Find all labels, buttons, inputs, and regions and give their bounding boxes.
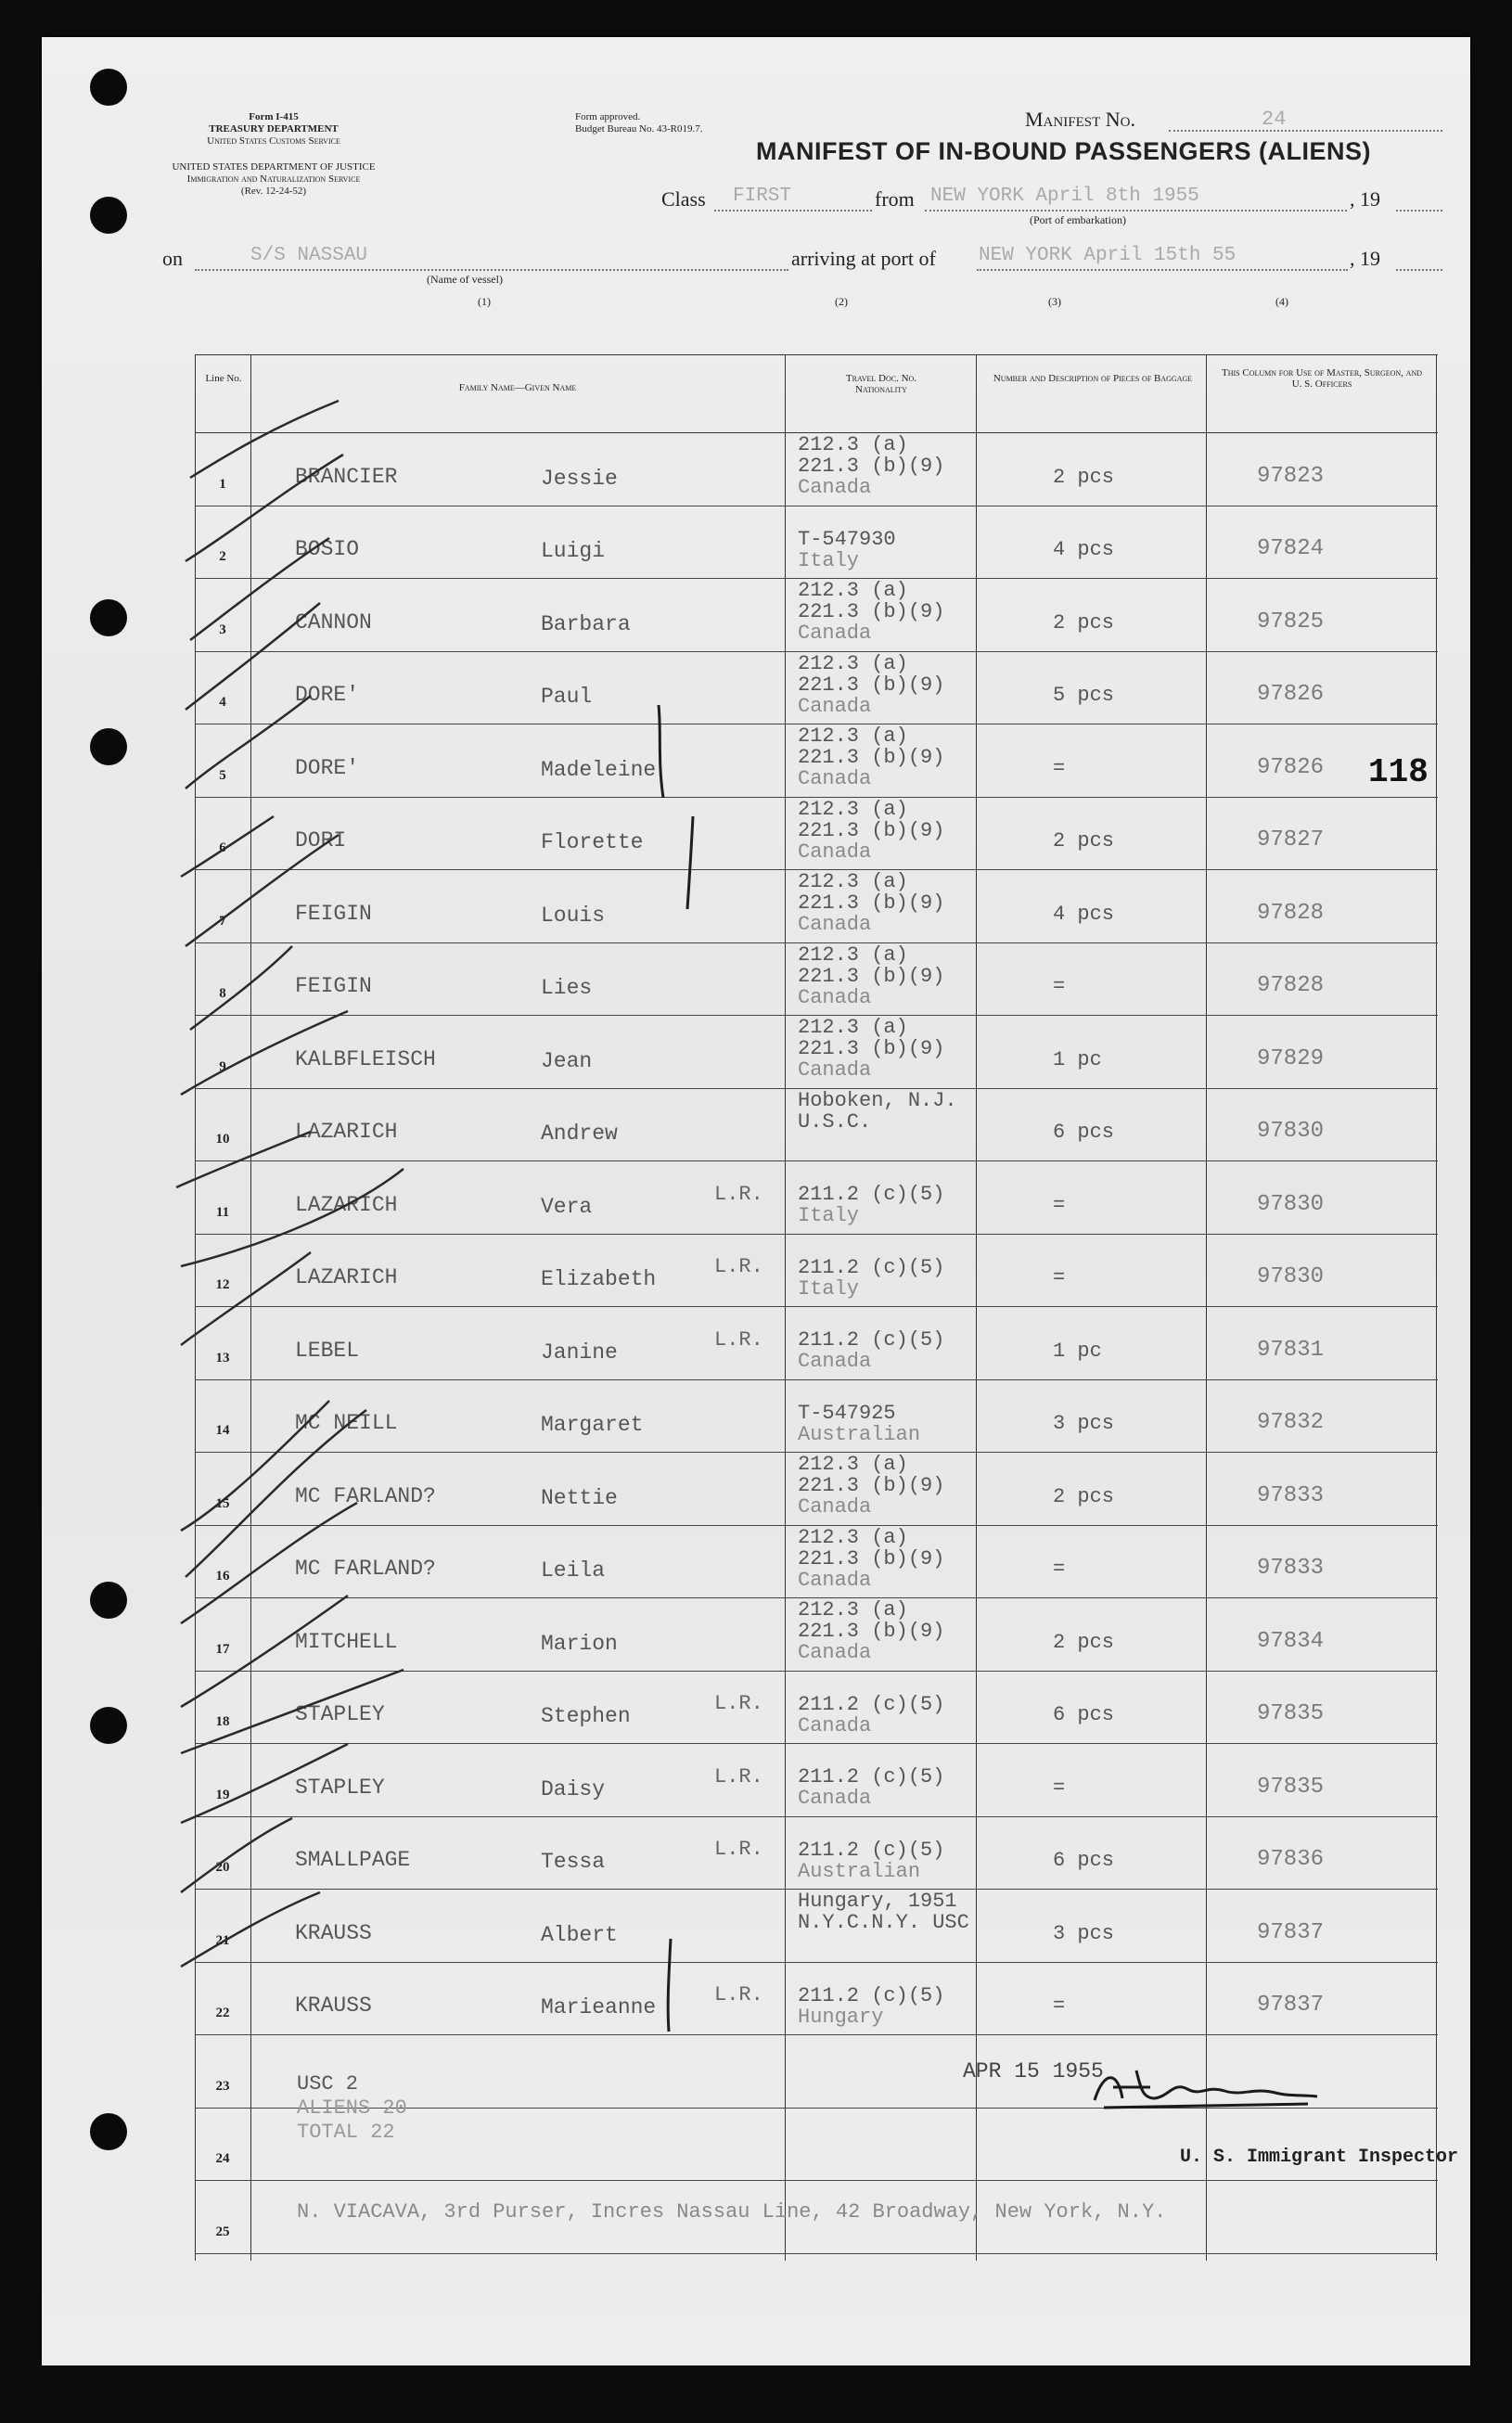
family-name: MC FARLAND? — [295, 1483, 436, 1508]
column-number-2: (2) — [835, 295, 848, 308]
travel-doc-line: Canada — [798, 1058, 872, 1082]
arriving-label: arriving at port of — [791, 247, 936, 270]
travel-doc-line — [798, 1381, 920, 1403]
line-number: 24 — [215, 2151, 230, 2166]
travel-doc-cell — [798, 507, 896, 571]
travel-doc-line: Canada — [798, 1495, 872, 1519]
arriving-value: NEW YORK April 15th 55 — [979, 245, 1237, 266]
travel-doc-line: 211.2 (c)(5) — [798, 1328, 945, 1352]
form-header-left — [153, 111, 394, 147]
given-name: Marion — [541, 1631, 618, 1656]
travel-doc-cell — [798, 1673, 944, 1737]
family-name: STAPLEY — [295, 1702, 385, 1726]
family-name: DORE' — [295, 683, 360, 707]
travel-doc-cell — [798, 1964, 944, 2028]
baggage-count: = — [1053, 975, 1066, 998]
col-header-baggage: Number and Description of Pieces of Baggage — [993, 373, 1193, 384]
manifest-number-label: Manifest No. — [1025, 108, 1135, 131]
travel-doc-cell — [798, 871, 944, 935]
travel-doc-cell — [798, 1599, 944, 1663]
travel-doc-line: 221.3 (b)(9) — [798, 1620, 945, 1643]
binder-hole — [90, 2113, 127, 2150]
travel-doc-line: Canada — [798, 840, 872, 864]
justice-dept: UNITED STATES DEPARTMENT OF JUSTICE — [172, 161, 376, 173]
travel-doc-line: Australian — [798, 1859, 921, 1883]
family-name: MC NEILL — [295, 1411, 398, 1435]
travel-doc-cell — [798, 580, 944, 644]
officer-number: 97834 — [1257, 1628, 1325, 1654]
officer-number: 97825 — [1257, 609, 1325, 635]
travel-doc-cell — [798, 1745, 944, 1809]
vessel-line — [195, 269, 788, 271]
travel-doc-line — [798, 1745, 944, 1766]
officer-number: 97830 — [1257, 1191, 1325, 1217]
officer-number: 97836 — [1257, 1847, 1325, 1872]
baggage-count: = — [1053, 756, 1066, 780]
officer-number: 97832 — [1257, 1410, 1325, 1435]
travel-doc-line: 212.3 (a) — [798, 870, 908, 893]
line-number: 3 — [219, 622, 226, 637]
family-name: FEIGIN — [295, 974, 372, 998]
travel-doc-line: 221.3 (b)(9) — [798, 455, 945, 478]
on-label: on — [162, 247, 183, 270]
class-line — [714, 210, 872, 212]
travel-doc-line: Canada — [798, 1350, 872, 1373]
family-name: LEBEL — [295, 1338, 360, 1363]
family-name: SMALLPAGE — [295, 1848, 411, 1872]
travel-doc-line: 211.2 (c)(5) — [798, 1255, 945, 1279]
officer-number: 97826 — [1257, 754, 1325, 780]
line-number: 14 — [215, 1423, 230, 1438]
travel-doc-line: 212.3 (a) — [798, 942, 908, 967]
travel-doc-cell — [798, 725, 944, 789]
given-name: Vera — [541, 1194, 593, 1219]
given-name: Barbara — [541, 611, 631, 636]
travel-doc-line: Canada — [798, 476, 872, 499]
travel-doc-line: U.S.C. — [798, 1109, 872, 1134]
officer-number: 97830 — [1257, 1119, 1325, 1144]
travel-doc-line: Canada — [798, 913, 872, 936]
travel-doc-cell — [798, 653, 944, 717]
line-number: 6 — [219, 840, 226, 855]
travel-doc-line: T-547930 — [798, 527, 896, 551]
baggage-count: 6 pcs — [1053, 1121, 1115, 1144]
form-header-justice — [135, 161, 413, 198]
form-id: Form I-415 — [249, 111, 299, 122]
family-name: KRAUSS — [295, 1994, 372, 2018]
travel-doc-line: 211.2 (c)(5) — [798, 1983, 945, 2007]
family-name: KALBFLEISCH — [295, 1046, 436, 1071]
family-name: FEIGIN — [295, 901, 372, 926]
given-name: Andrew — [541, 1122, 618, 1146]
travel-doc-line — [798, 1162, 944, 1184]
line-number: 16 — [215, 1569, 230, 1583]
line-number: 11 — [215, 1204, 230, 1220]
line-number: 7 — [219, 913, 226, 929]
binder-hole — [90, 728, 127, 765]
baggage-count: 4 pcs — [1053, 538, 1115, 561]
officer-number: 97826 — [1257, 682, 1325, 707]
travel-doc-line: 212.3 (a) — [798, 1016, 908, 1039]
line-number: 1 — [219, 476, 226, 492]
travel-doc-line: 221.3 (b)(9) — [798, 818, 945, 842]
officer-number: 97837 — [1257, 1993, 1325, 2018]
class-label: Class — [661, 187, 706, 211]
travel-doc-line — [798, 1673, 944, 1694]
from-value: NEW YORK April 8th 1955 — [930, 186, 1199, 207]
col-header-officers: This Column for Use of Master, Surgeon, and U. S. Officers — [1222, 367, 1422, 390]
travel-doc-line — [798, 1236, 944, 1257]
row-divider — [195, 2253, 1438, 2254]
lr-note: L.R. — [714, 1838, 763, 1861]
family-name: DORE' — [295, 755, 360, 780]
arriving-year-label: , 19 — [1350, 247, 1380, 270]
given-name: Jean — [541, 1048, 593, 1073]
travel-doc-line: 221.3 (b)(9) — [798, 746, 945, 769]
column-number-1: (1) — [478, 295, 491, 308]
baggage-count: 4 pcs — [1053, 902, 1115, 926]
column-number-3: (3) — [1048, 295, 1061, 308]
travel-doc-line: Hoboken, N.J. — [798, 1088, 957, 1112]
summary-usc: USC 2 — [297, 2072, 359, 2096]
inspector-title: U. S. Immigrant Inspector — [1180, 2147, 1459, 2168]
travel-doc-cell — [798, 1308, 944, 1372]
travel-doc-line: 221.3 (b)(9) — [798, 600, 945, 623]
form-approval — [575, 111, 702, 135]
treasury-dept: TREASURY DEPARTMENT — [209, 123, 339, 135]
travel-doc-line: Italy — [798, 548, 860, 572]
given-name: Nettie — [541, 1485, 618, 1510]
travel-doc-line — [798, 1818, 944, 1840]
manifest-number-line — [1169, 130, 1442, 132]
officer-number: 97827 — [1257, 827, 1325, 853]
travel-doc-line: 212.3 (a) — [798, 797, 908, 821]
travel-doc-line: Hungary — [798, 2005, 884, 2029]
ins-service: Immigration and Naturalization Service — [186, 173, 361, 185]
line-number: 18 — [215, 1714, 230, 1729]
line-number: 22 — [215, 2006, 230, 2020]
line-number: 13 — [215, 1350, 230, 1365]
officer-number: 97824 — [1257, 536, 1325, 561]
travel-doc-line: 212.3 (a) — [798, 433, 908, 456]
baggage-count: 2 pcs — [1053, 1630, 1115, 1654]
travel-doc-line: Italy — [798, 1276, 860, 1301]
travel-doc-line: 211.2 (c)(5) — [798, 1183, 945, 1206]
family-name: BOSIO — [295, 537, 360, 561]
given-name: Florette — [541, 830, 644, 854]
col-header-travel: Travel Doc. No. Nationality — [845, 373, 917, 395]
officer-number: 97835 — [1257, 1701, 1325, 1726]
given-name: Daisy — [541, 1776, 606, 1801]
family-name: BRANCIER — [295, 464, 398, 489]
given-name: Elizabeth — [541, 1267, 657, 1291]
travel-doc-line: Italy — [798, 1204, 860, 1227]
travel-doc-line: 212.3 (a) — [798, 724, 908, 748]
travel-doc-line: 211.2 (c)(5) — [798, 1838, 945, 1862]
travel-doc-cell — [798, 1454, 944, 1518]
family-name: LAZARICH — [295, 1192, 398, 1217]
binder-hole — [90, 197, 127, 234]
family-name: LAZARICH — [295, 1265, 398, 1289]
travel-doc-line — [798, 1308, 944, 1329]
given-name: Tessa — [541, 1850, 606, 1874]
travel-doc-cell — [798, 1017, 944, 1081]
baggage-count: = — [1053, 1266, 1066, 1289]
officer-number: 97837 — [1257, 1919, 1325, 1945]
col-header-name: Family Name—Given Name — [458, 382, 577, 393]
form-approved: Form approved. — [575, 111, 641, 122]
line-number: 4 — [219, 695, 226, 710]
baggage-count: 3 pcs — [1053, 1412, 1115, 1435]
travel-doc-line: Canada — [798, 694, 872, 718]
year-line — [1396, 210, 1442, 212]
travel-doc-line: 221.3 (b)(9) — [798, 891, 945, 915]
line-number: 17 — [215, 1641, 230, 1657]
line-number: 8 — [219, 986, 226, 1001]
arriving-line — [977, 269, 1348, 271]
given-name: Marieanne — [541, 1995, 657, 2019]
given-name: Paul — [541, 685, 593, 709]
baggage-count: = — [1053, 1193, 1066, 1217]
baggage-count: 5 pcs — [1053, 684, 1115, 707]
family-name: MC FARLAND? — [295, 1557, 436, 1581]
baggage-count: 1 pc — [1053, 1339, 1102, 1363]
travel-doc-line — [798, 1964, 944, 1985]
given-name: Madeleine — [541, 757, 657, 782]
vessel-caption: (Name of vessel) — [427, 273, 503, 286]
officer-number: 97830 — [1257, 1264, 1325, 1289]
baggage-count: 1 pc — [1053, 1047, 1102, 1071]
travel-doc-line: Hungary, 1951 — [798, 1890, 957, 1913]
page-title: MANIFEST OF IN-BOUND PASSENGERS (ALIENS) — [756, 137, 1372, 165]
officer-number: 97833 — [1257, 1482, 1325, 1508]
customs-service: United States Customs Service — [207, 135, 340, 147]
family-name: STAPLEY — [295, 1775, 385, 1800]
given-name: Stephen — [541, 1704, 631, 1728]
travel-doc-line: 211.2 (c)(5) — [798, 1765, 945, 1788]
baggage-count: 2 pcs — [1053, 1484, 1115, 1508]
travel-doc-cell — [798, 799, 944, 863]
travel-doc-line: 221.3 (b)(9) — [798, 673, 945, 697]
lr-note: L.R. — [714, 1327, 763, 1352]
manifest-number-value: 24 — [1262, 108, 1287, 131]
given-name: Leila — [541, 1558, 606, 1583]
travel-doc-cell — [798, 1090, 957, 1154]
travel-doc-line: 212.3 (a) — [798, 579, 908, 602]
travel-doc-line: 221.3 (b)(9) — [798, 1037, 945, 1060]
travel-doc-cell — [798, 1527, 944, 1591]
given-name: Janine — [541, 1340, 618, 1365]
summary-aliens: ALIENS 20 — [297, 2096, 407, 2120]
travel-doc-line: Canada — [798, 1713, 872, 1737]
binder-hole — [90, 69, 127, 106]
binder-hole — [90, 1707, 127, 1744]
travel-doc-line: 212.3 (a) — [798, 651, 908, 675]
travel-doc-line: 212.3 (a) — [798, 1598, 908, 1622]
check-marks — [125, 390, 459, 2059]
lr-note: L.R. — [714, 1764, 763, 1788]
manifest-page — [42, 37, 1470, 2365]
travel-doc-line: Canada — [798, 1787, 872, 1810]
lr-note: L.R. — [714, 1255, 763, 1278]
travel-doc-cell — [798, 1818, 944, 1882]
vessel-value: S/S NASSAU — [250, 245, 368, 266]
given-name: Louis — [541, 903, 606, 928]
travel-doc-cell — [798, 1381, 920, 1445]
travel-doc-line — [798, 507, 896, 529]
year-label: , 19 — [1350, 187, 1380, 211]
travel-doc-cell — [798, 1236, 944, 1300]
travel-doc-line: N.Y.C.N.Y. USC — [798, 1911, 969, 1934]
travel-doc-line: Canada — [798, 767, 872, 790]
officer-number: 97823 — [1257, 463, 1325, 489]
travel-doc-line — [798, 1933, 969, 1955]
baggage-count: = — [1053, 1776, 1066, 1800]
line-number: 23 — [215, 2078, 230, 2094]
officer-number: 97835 — [1257, 1774, 1325, 1800]
travel-doc-cell — [798, 944, 944, 1008]
family-name: CANNON — [295, 609, 372, 635]
purser-line: N. VIACAVA, 3rd Purser, Incres Nassau Line, 42 Broadway, New York, N.Y. — [297, 2200, 1167, 2224]
travel-doc-line: 212.3 (a) — [798, 1453, 908, 1476]
from-line — [925, 210, 1347, 212]
line-number: 9 — [219, 1058, 226, 1074]
given-name: Albert — [541, 1922, 618, 1947]
travel-doc-cell — [798, 1891, 969, 1955]
col-header-line: Line No. — [205, 373, 242, 384]
line-number: 19 — [215, 1787, 230, 1802]
given-name: Lies — [541, 976, 593, 1000]
line-number: 5 — [219, 767, 226, 783]
travel-doc-line — [798, 1133, 957, 1154]
arrival-date-stamp: APR 15 1955 — [963, 2059, 1104, 2083]
travel-doc-line: 212.3 (a) — [798, 1525, 908, 1549]
officer-number: 97828 — [1257, 973, 1325, 998]
side-page-number: 118 — [1368, 753, 1429, 791]
travel-doc-line: Canada — [798, 622, 872, 645]
travel-doc-line: 221.3 (b)(9) — [798, 964, 945, 988]
travel-doc-line: 211.2 (c)(5) — [798, 1692, 945, 1716]
baggage-count: 6 pcs — [1053, 1703, 1115, 1726]
travel-doc-cell — [798, 434, 944, 498]
baggage-count: = — [1053, 1558, 1066, 1581]
travel-doc-line: Australian — [798, 1422, 921, 1446]
tally-marks — [645, 640, 719, 2032]
officer-number: 97831 — [1257, 1337, 1325, 1363]
binder-hole — [90, 1582, 127, 1619]
baggage-count: 6 pcs — [1053, 1849, 1115, 1872]
lr-note: L.R. — [714, 1692, 763, 1715]
summary-total: TOTAL 22 — [297, 2121, 395, 2144]
baggage-count: 3 pcs — [1053, 1921, 1115, 1945]
table-top-border — [195, 354, 1438, 355]
baggage-count: = — [1053, 1994, 1066, 2018]
travel-doc-line: Canada — [798, 985, 872, 1009]
form-revision: (Rev. 12-24-52) — [240, 186, 307, 197]
arriving-year-line — [1396, 269, 1442, 271]
column-number-4: (4) — [1275, 295, 1288, 308]
port-embarkation-caption: (Port of embarkation) — [1030, 213, 1126, 226]
travel-doc-line: 221.3 (b)(9) — [798, 1546, 945, 1570]
inspector-signature — [1085, 2061, 1326, 2117]
line-number: 20 — [215, 1860, 230, 1875]
given-name: Luigi — [541, 539, 606, 563]
travel-doc-line: Canada — [798, 1568, 872, 1592]
binder-hole — [90, 599, 127, 636]
family-name: DORI — [295, 828, 347, 853]
travel-doc-line: Canada — [798, 1641, 872, 1664]
officer-number: 97829 — [1257, 1045, 1325, 1071]
lr-note: L.R. — [714, 1983, 763, 2006]
line-number: 10 — [215, 1132, 230, 1147]
line-number: 25 — [215, 2224, 230, 2239]
budget-bureau: Budget Bureau No. 43-R019.7. — [575, 123, 703, 135]
baggage-count: 2 pcs — [1053, 610, 1115, 635]
travel-doc-line: 221.3 (b)(9) — [798, 1474, 945, 1497]
from-label: from — [875, 187, 915, 211]
officer-number: 97828 — [1257, 900, 1325, 926]
baggage-count: 2 pcs — [1053, 465, 1115, 489]
travel-doc-cell — [798, 1162, 944, 1226]
baggage-count: 2 pcs — [1053, 829, 1115, 853]
lr-note: L.R. — [714, 1182, 763, 1206]
given-name: Margaret — [541, 1413, 644, 1437]
family-name: KRAUSS — [295, 1920, 372, 1945]
line-number: 12 — [215, 1277, 230, 1292]
officer-number: 97833 — [1257, 1556, 1325, 1581]
given-name: Jessie — [541, 466, 618, 491]
line-number: 2 — [219, 549, 226, 564]
line-number: 21 — [215, 1932, 230, 1948]
line-number: 15 — [215, 1495, 230, 1511]
family-name: LAZARICH — [295, 1120, 398, 1144]
travel-doc-line: T-547925 — [798, 1401, 896, 1425]
family-name: MITCHELL — [295, 1629, 398, 1654]
class-value: FIRST — [733, 186, 792, 207]
